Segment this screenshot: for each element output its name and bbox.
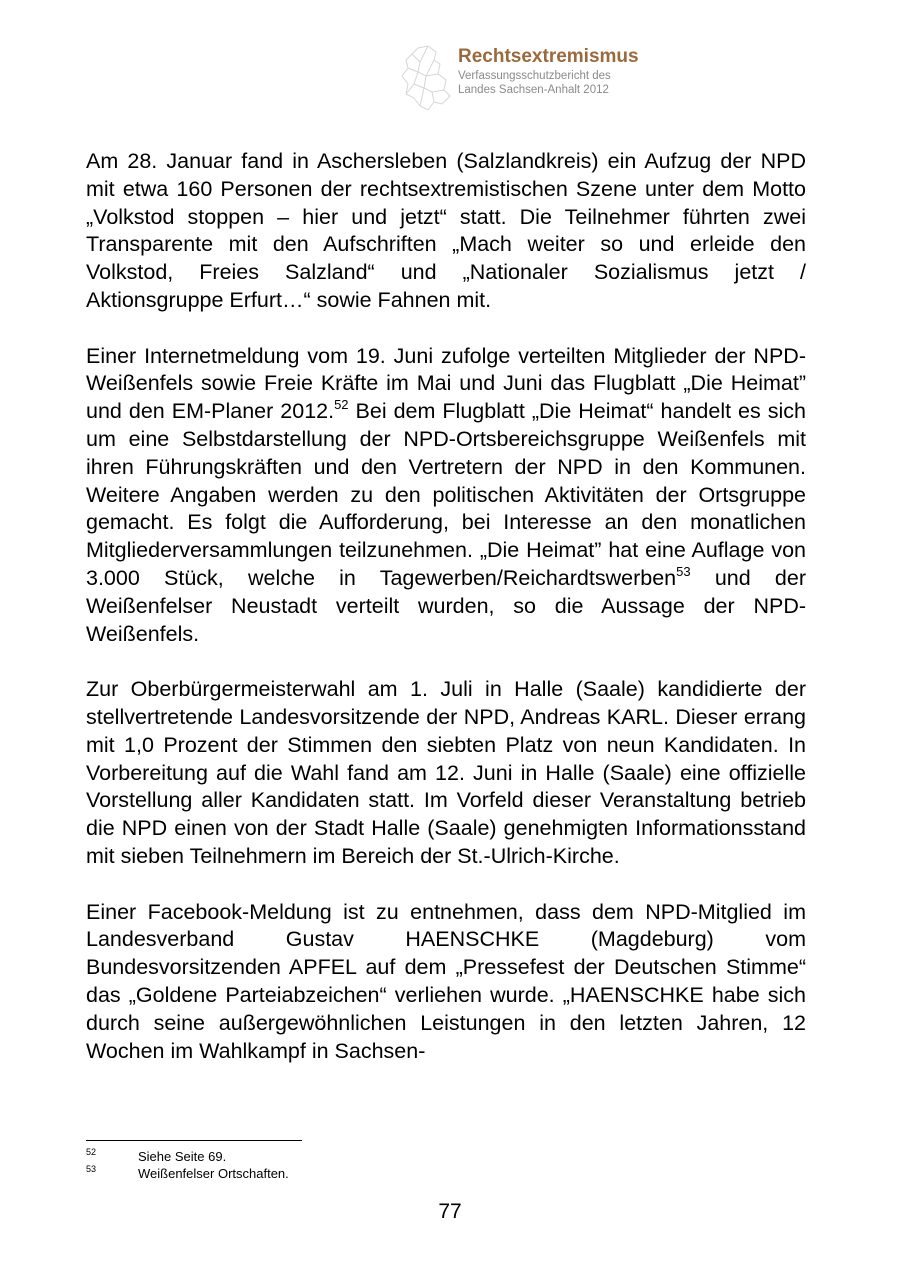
page-header bbox=[398, 44, 698, 116]
footnote-separator bbox=[86, 1140, 302, 1141]
paragraph-3: Zur Oberbürgermeisterwahl am 1. Juli in Halle (Saale) kandidierte der stellvertretende Landesvorsitzende der NPD, Andreas KARL. Dieser errang mit 1,0 Prozent der Stimmen den siebten Platz von neun Kandidaten. In Vorbereitung auf die Wahl fand am 12. Juni in Halle (Saale) eine offizielle Vorstellung aller Kandidaten statt. Im Vorfeld dieser Veranstaltung betrieb die NPD einen von der Stadt Halle (Saale) genehmigten Informationsstand mit sieben Teilnehmern im Bereich der St.-Ulrich-Kirche. bbox=[86, 677, 806, 868]
footnote-number: 53 bbox=[86, 1164, 97, 1174]
header-subtitle-line1: Verfassungsschutzbericht des bbox=[458, 70, 611, 82]
paragraph-2 bbox=[86, 343, 806, 649]
footnote-52 bbox=[86, 1148, 586, 1165]
paragraph-2-part2: Bei dem Flugblatt „Die Heimat“ handelt es sich um eine Selbstdarstellung der NPD-Ortsbereichsgruppe Weißenfels mit ihren Führungskräften und den Vertretern der NPD in den Kommunen. Weitere Angaben werden zu den politischen Aktivitäten der Ortsgruppe gemacht. Es folgt die Aufforderung, bei Interesse an den monatlichen Mitgliederversammlungen teilzunehmen. „Die Heimat” hat eine Auflage von 3.000 Stück, welche in Tagewerben/Reichardtswerben bbox=[86, 399, 806, 590]
footnotes bbox=[86, 1148, 586, 1182]
footnote-text: Weißenfelser Ortschaften. bbox=[138, 1166, 289, 1181]
page-number: 77 bbox=[438, 1200, 462, 1223]
header-title: Rechtsextremismus bbox=[458, 46, 639, 67]
paragraph-1: Am 28. Januar fand in Aschersleben (Salzlandkreis) ein Aufzug der NPD mit etwa 160 Personen der rechtsextremistischen Szene unter dem Motto „Volkstod stoppen – hier und jetzt“ statt. Die Teilnehmer führten zwei Transparente mit den Aufschriften „Mach weiter so und erleide den Volkstod, Freies Salzland“ und „Nationaler Sozialismus jetzt / Aktionsgruppe Erfurt…“ sowie Fahnen mit. bbox=[86, 149, 806, 312]
footnote-ref-52[interactable]: 52 bbox=[334, 397, 349, 413]
footnote-ref-53[interactable]: 53 bbox=[676, 563, 691, 579]
main-text bbox=[86, 148, 806, 1065]
paragraph-4: Einer Facebook-Meldung ist zu entnehmen, dass dem NPD-Mitglied im Landesverband Gustav HAENSCHKE (Magdeburg) vom Bundesvorsitzenden APFEL auf dem „Pressefest der Deutschen Stimme“ das „Goldene Parteiabzeichen“ verliehen wurde. „HAENSCHKE habe sich durch seine außergewöhnlichen Leistungen in den letzten Jahren, 12 Wochen im Wahlkampf in Sachsen- bbox=[86, 899, 806, 1063]
paragraph-2-part1: Einer Internetmeldung vom 19. Juni zufolge verteilten Mitglieder der NPD-Weißenfels sowie Freie Kräfte im Mai und Juni das Flugblatt „Die Heimat” und den EM-Planer 2012. bbox=[86, 343, 806, 424]
sachsen-anhalt-map-icon bbox=[398, 44, 460, 116]
footnote-text: Siehe Seite 69. bbox=[138, 1149, 227, 1164]
paragraph-2-part3: und der Weißenfelser Neustadt verteilt wurden, so die Aussage der NPD-Weißenfels. bbox=[86, 565, 806, 646]
footnote-number: 52 bbox=[86, 1147, 97, 1157]
footnote-53 bbox=[86, 1165, 586, 1182]
header-subtitle-line2: Landes Sachsen-Anhalt 2012 bbox=[458, 84, 609, 96]
